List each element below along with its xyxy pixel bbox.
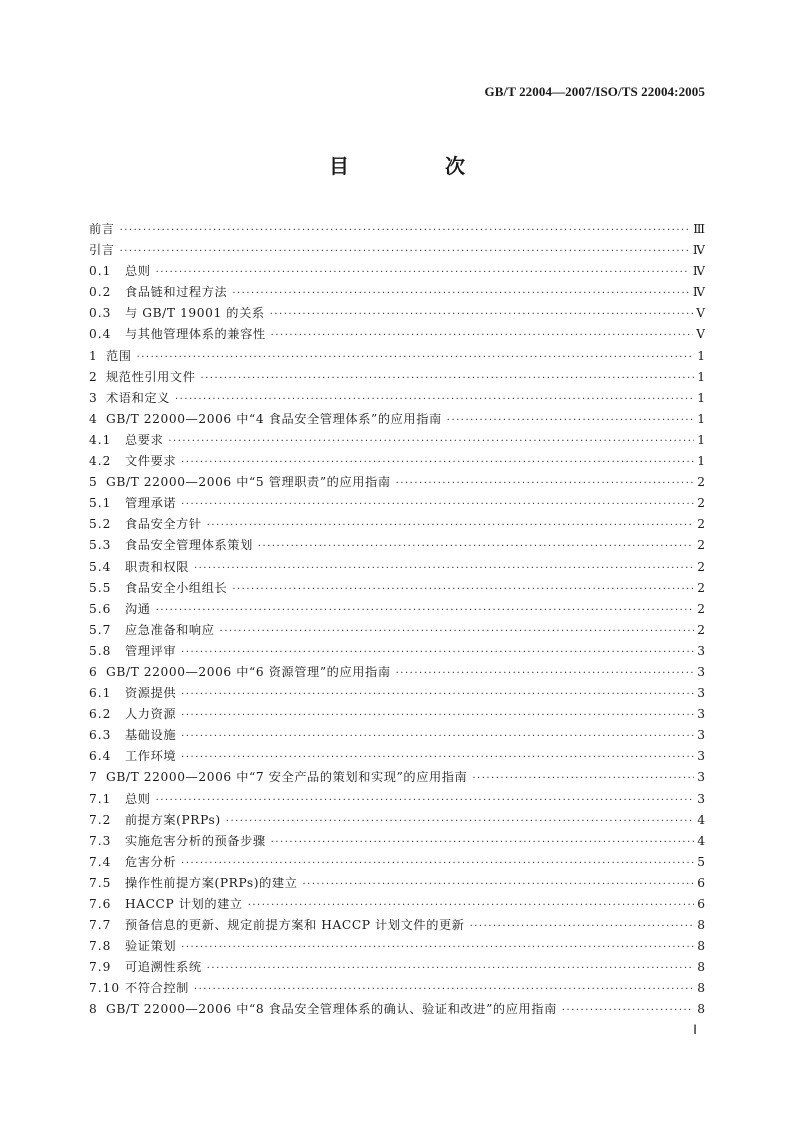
toc-entry[interactable] [89, 704, 705, 725]
toc-entry-number: 7.2 [89, 812, 112, 827]
toc-entry-number: 6.1 [89, 686, 112, 701]
dot-leader [181, 747, 694, 768]
dot-leader [258, 536, 694, 557]
dot-leader [120, 220, 691, 241]
toc-entry-number: 2 [89, 369, 98, 384]
toc-entry[interactable] [89, 282, 705, 303]
toc-entry-number: 5.2 [89, 517, 112, 532]
toc-entry-page: 4 [697, 833, 705, 848]
toc-entry[interactable] [89, 430, 705, 451]
toc-entry-number: 4.2 [89, 454, 112, 469]
toc-entry[interactable] [89, 409, 705, 430]
toc-entry[interactable] [89, 725, 705, 746]
toc-entry-number: 1 [89, 348, 98, 363]
toc-entry[interactable] [89, 219, 705, 240]
toc-entry-number: 0.4 [89, 327, 112, 342]
dot-leader [194, 558, 694, 579]
toc-entry-page: 2 [697, 538, 705, 553]
dot-leader [156, 262, 690, 283]
toc-entry[interactable] [89, 493, 705, 514]
toc-entry-label: 资源提供 [125, 686, 177, 701]
toc-entry-page: 3 [697, 707, 705, 722]
dot-leader [201, 368, 694, 389]
toc-entry-label: 总则 [125, 791, 151, 806]
toc-entry-page: 3 [697, 728, 705, 743]
toc-entry-label: 前提方案(PRPs) [125, 812, 221, 827]
toc-entry-label: 工作环境 [125, 749, 177, 764]
toc-entry[interactable] [89, 346, 705, 367]
table-of-contents [89, 219, 705, 1021]
toc-entry-page: 3 [697, 770, 705, 785]
toc-entry-number: 5.3 [89, 538, 112, 553]
toc-entry[interactable] [89, 978, 705, 999]
toc-entry-number: 5 [89, 475, 98, 490]
dot-leader [194, 979, 694, 1000]
toc-entry-label: 操作性前提方案(PRPs)的建立 [125, 875, 298, 890]
toc-entry-label: 范围 [106, 348, 132, 363]
toc-entry-page: 5 [697, 854, 705, 869]
toc-entry-label: GB/T 22000—2006 中“7 安全产品的策划和实现”的应用指南 [106, 770, 468, 785]
toc-entry-page: 1 [697, 454, 705, 469]
dot-leader [232, 283, 690, 304]
toc-entry-label: GB/T 22000—2006 中“4 食品安全管理体系”的应用指南 [106, 411, 442, 426]
toc-entry[interactable] [89, 936, 705, 957]
toc-entry-number: 5.6 [89, 601, 112, 616]
dot-leader [220, 621, 694, 642]
toc-entry-page: Ⅳ [692, 264, 705, 279]
dot-leader [181, 452, 694, 473]
toc-entry[interactable] [89, 641, 705, 662]
toc-entry[interactable] [89, 789, 705, 810]
toc-entry-page: 8 [697, 981, 705, 996]
toc-entry-label: 可追溯性系统 [125, 960, 202, 975]
toc-entry[interactable] [89, 303, 705, 324]
dot-leader [303, 874, 695, 895]
toc-entry[interactable] [89, 662, 705, 683]
toc-entry-page: 3 [697, 643, 705, 658]
toc-entry-page: Ⅳ [692, 285, 705, 300]
toc-entry-label: 食品链和过程方法 [125, 285, 228, 300]
toc-entry[interactable] [89, 324, 705, 345]
toc-entry-number: 7 [89, 770, 98, 785]
toc-entry-label: 基础设施 [125, 728, 177, 743]
toc-entry-label: 食品安全管理体系策划 [125, 538, 253, 553]
toc-entry-number: 6.2 [89, 707, 112, 722]
toc-entry-page: 2 [697, 496, 705, 511]
toc-entry-page: 3 [697, 664, 705, 679]
toc-entry-label: 不符合控制 [125, 981, 189, 996]
toc-entry[interactable] [89, 535, 705, 556]
toc-entry-label: 文件要求 [125, 454, 177, 469]
dot-leader [271, 325, 694, 346]
toc-entry-label: 总要求 [125, 432, 164, 447]
dot-leader [181, 937, 694, 958]
toc-entry[interactable] [89, 767, 705, 788]
toc-entry-number: 6.4 [89, 749, 112, 764]
toc-entry-label: 人力资源 [125, 707, 177, 722]
toc-entry-label: 前言 [89, 222, 115, 236]
toc-entry[interactable] [89, 451, 705, 472]
toc-entry-label: 规范性引用文件 [106, 369, 196, 384]
dot-leader [271, 832, 694, 853]
toc-entry-label: 管理承诺 [125, 496, 177, 511]
toc-entry-number: 7.4 [89, 854, 112, 869]
toc-entry-page: 1 [697, 348, 705, 363]
toc-entry-label: 与 GB/T 19001 的关系 [125, 306, 265, 321]
page-title: 目 次 [329, 154, 503, 178]
toc-entry[interactable] [89, 261, 705, 282]
toc-entry-label: 实施危害分析的预备步骤 [125, 833, 266, 848]
toc-entry-label: 沟通 [125, 601, 151, 616]
toc-entry[interactable] [89, 852, 705, 873]
dot-leader [175, 389, 694, 410]
toc-entry[interactable] [89, 957, 705, 978]
toc-entry-label: 与其他管理体系的兼容性 [125, 327, 266, 342]
toc-entry-label: 食品安全方针 [125, 517, 202, 532]
dot-leader [181, 684, 694, 705]
toc-entry-page: 4 [697, 812, 705, 827]
dot-leader [181, 705, 694, 726]
dot-leader [396, 663, 694, 684]
toc-entry[interactable] [89, 999, 705, 1020]
toc-entry-label: 总则 [125, 264, 151, 279]
toc-entry[interactable] [89, 620, 705, 641]
toc-entry[interactable] [89, 240, 705, 261]
toc-entry-label: GB/T 22000—2006 中“8 食品安全管理体系的确认、验证和改进”的应用指南 [106, 1002, 557, 1017]
toc-entry-label: 引言 [89, 243, 115, 258]
toc-entry[interactable] [89, 514, 705, 535]
toc-entry-label: 管理评审 [125, 643, 177, 658]
dot-leader [207, 515, 694, 536]
toc-entry-number: 0.2 [89, 285, 112, 300]
toc-entry-number: 3 [89, 390, 98, 405]
toc-entry-number: 4.1 [89, 432, 112, 447]
dot-leader [396, 473, 694, 494]
toc-entry-label: GB/T 22000—2006 中“5 管理职责”的应用指南 [106, 475, 391, 490]
toc-entry[interactable] [89, 746, 705, 767]
toc-entry-label: 危害分析 [125, 854, 177, 869]
dot-leader [562, 1000, 694, 1021]
toc-entry-page: 8 [697, 1002, 705, 1017]
toc-entry-page: 8 [697, 960, 705, 975]
dot-leader [447, 410, 694, 431]
toc-entry-number: 7.8 [89, 939, 112, 954]
toc-entry-number: 8 [89, 1002, 98, 1017]
toc-entry-page: 2 [697, 517, 705, 532]
dot-leader [156, 790, 694, 811]
dot-leader [270, 304, 694, 325]
toc-entry-page: 3 [697, 686, 705, 701]
dot-leader [181, 642, 694, 663]
standard-code: GB/T 22004—2007/ISO/TS 22004:2005 [484, 84, 705, 99]
toc-entry-page: Ⅲ [693, 222, 705, 236]
toc-entry-page: 6 [697, 875, 705, 890]
toc-entry-page: Ⅳ [692, 243, 705, 258]
dot-leader [470, 916, 694, 937]
toc-entry-page: 3 [697, 749, 705, 764]
dot-leader [232, 579, 694, 600]
toc-entry-page: 1 [697, 411, 705, 426]
toc-entry[interactable] [89, 367, 705, 388]
toc-entry-label: 食品安全小组组长 [125, 580, 228, 595]
toc-entry-label: 验证策划 [125, 939, 177, 954]
toc-entry-label: 应急准备和响应 [125, 622, 215, 637]
toc-entry-number: 6 [89, 664, 98, 679]
toc-entry-page: 1 [697, 369, 705, 384]
toc-entry-number: 4 [89, 411, 98, 426]
toc-entry[interactable] [89, 599, 705, 620]
dot-leader [120, 241, 690, 262]
toc-entry-number: 5.5 [89, 580, 112, 595]
toc-entry-number: 7.6 [89, 897, 112, 911]
toc-entry-number: 0.1 [89, 264, 112, 279]
toc-entry-label: 预备信息的更新、规定前提方案和 HACCP 计划文件的更新 [125, 918, 465, 933]
dot-leader [168, 431, 694, 452]
dot-leader [156, 600, 694, 621]
toc-entry-number: 5.7 [89, 622, 112, 637]
toc-entry-label: GB/T 22000—2006 中“6 资源管理”的应用指南 [106, 664, 391, 679]
dot-leader [226, 811, 694, 832]
toc-entry-page: 8 [697, 939, 705, 954]
toc-entry-page: Ⅴ [696, 306, 705, 321]
toc-entry-number: 0.3 [89, 306, 112, 321]
dot-leader [181, 494, 694, 515]
toc-entry-page: 3 [697, 791, 705, 806]
toc-entry-page: 2 [697, 559, 705, 574]
toc-entry-label: 职责和权限 [125, 559, 189, 574]
toc-entry[interactable] [89, 810, 705, 831]
toc-entry-page: 8 [697, 918, 705, 933]
toc-entry-page: 2 [697, 601, 705, 616]
toc-entry-number: 7.7 [89, 918, 112, 933]
toc-entry[interactable] [89, 873, 705, 894]
toc-entry-page: Ⅴ [696, 327, 705, 342]
toc-entry-page: 1 [697, 390, 705, 405]
dot-leader [181, 853, 694, 874]
toc-entry-number: 5.8 [89, 643, 112, 658]
toc-entry-page: 2 [697, 622, 705, 637]
toc-entry[interactable] [89, 388, 705, 409]
toc-entry[interactable] [89, 894, 705, 915]
dot-leader [207, 958, 694, 979]
toc-entry-page: 6 [697, 897, 705, 911]
toc-entry[interactable] [89, 578, 705, 599]
toc-entry-number: 5.4 [89, 559, 112, 574]
toc-entry-number: 7.5 [89, 875, 112, 890]
toc-entry-page: 2 [697, 580, 705, 595]
toc-entry-page: 1 [697, 432, 705, 447]
toc-entry-label: HACCP 计划的建立 [125, 897, 243, 911]
page-number: Ⅰ [693, 1022, 697, 1037]
toc-entry-number: 7.1 [89, 791, 112, 806]
toc-entry-number: 5.1 [89, 496, 112, 511]
dot-leader [472, 768, 694, 789]
toc-entry-number: 7.3 [89, 833, 112, 848]
toc-entry-number: 6.3 [89, 728, 112, 743]
toc-entry-number: 7.10 [89, 981, 121, 996]
toc-entry[interactable] [89, 683, 705, 704]
dot-leader [248, 895, 694, 916]
dot-leader [181, 726, 694, 747]
dot-leader [137, 347, 694, 368]
toc-entry[interactable] [89, 472, 705, 493]
toc-entry-label: 术语和定义 [106, 390, 170, 405]
toc-entry[interactable] [89, 557, 705, 578]
toc-entry[interactable] [89, 915, 705, 936]
toc-entry[interactable] [89, 831, 705, 852]
toc-entry-page: 2 [697, 475, 705, 490]
toc-entry-number: 7.9 [89, 960, 112, 975]
